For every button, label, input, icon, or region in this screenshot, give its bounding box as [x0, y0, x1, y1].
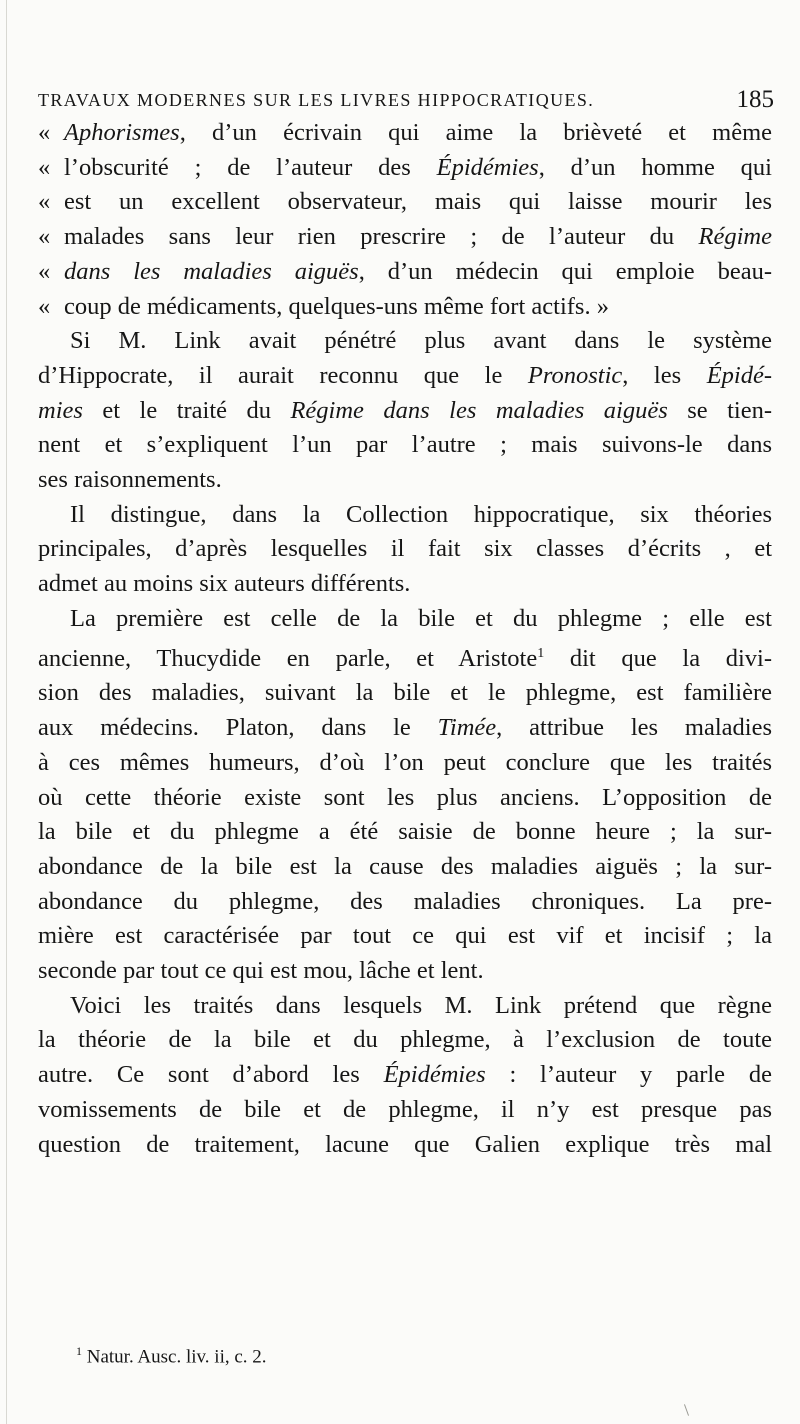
footnote-ref: 1	[537, 645, 545, 661]
text-segment: , les	[622, 361, 707, 389]
text-line	[38, 919, 772, 954]
italic-title: Aphorismes	[64, 119, 180, 146]
text-line	[38, 885, 772, 920]
quote-mark: «	[38, 257, 51, 285]
text-segment: ancienne, Thucydide en parle, et Aristote	[38, 644, 538, 672]
text-segment: est un excellent observateur, mais qui laisse mourir les	[64, 188, 772, 216]
text-segment: , attribue les maladies	[496, 714, 772, 742]
text-line	[38, 781, 772, 816]
italic-title: Timée	[437, 714, 497, 742]
text-segment: abondance de la bile est la cause des maladies aiguës ; la sur-	[38, 852, 772, 880]
page-number: 185	[736, 86, 774, 113]
text-segment: : l’auteur y parle de	[485, 1061, 772, 1089]
running-head: TRAVAUX MODERNES SUR LES LIVRES HIPPOCRATIQUES.	[38, 90, 595, 110]
text-line	[38, 498, 772, 533]
footnote-text: Natur. Ausc. liv. ii, c. 2.	[82, 1346, 267, 1368]
text-line	[38, 850, 772, 885]
text-line	[38, 676, 772, 711]
text-line	[38, 428, 772, 463]
text-line	[38, 1058, 772, 1093]
text-segment: dit que la divi-	[544, 644, 772, 672]
text-line	[38, 151, 772, 186]
text-segment: , d’un écrivain qui aime la brièveté et même	[179, 119, 772, 146]
text-segment: Si M. Link avait pénétré plus avant dans le système	[70, 327, 772, 355]
footnote	[76, 1344, 267, 1368]
text-line	[38, 116, 772, 151]
quote-mark: «	[38, 119, 51, 146]
text-segment: et le traité du	[82, 396, 291, 424]
text-line	[38, 185, 772, 220]
stray-mark	[684, 1404, 689, 1416]
text-line	[38, 602, 772, 637]
text-line	[38, 954, 772, 989]
italic-title: Épidémies	[436, 153, 539, 181]
text-segment: à ces mêmes humeurs, d’où l’on peut conclure que les traités	[38, 748, 772, 776]
text-segment: Il distingue, dans la Collection hippocratique, six théories	[70, 500, 772, 528]
text-segment: vomissements de bile et de phlegme, il n’y est presque pas	[38, 1095, 772, 1123]
text-line	[38, 1128, 772, 1163]
quote-mark: «	[38, 153, 51, 181]
text-segment: La première est celle de la bile et du phlegme ; elle est	[70, 604, 772, 632]
text-line	[38, 220, 772, 255]
italic-title: dans les maladies aiguës	[64, 257, 359, 285]
text-line	[38, 637, 772, 677]
italic-title: Épidémies	[383, 1061, 486, 1089]
italic-title: Pronostic	[527, 361, 623, 389]
text-segment: où cette théorie existe sont les plus anciens. L’opposition de	[38, 783, 772, 811]
text-line	[38, 324, 772, 359]
text-segment: , d’un homme qui	[538, 153, 772, 181]
body-text	[38, 116, 772, 1162]
quote-mark: «	[38, 188, 51, 216]
quote-mark: «	[38, 223, 51, 251]
italic-title: Épidé-	[706, 361, 772, 389]
text-line	[38, 463, 772, 498]
text-segment: admet au moins six auteurs différents.	[38, 570, 411, 598]
text-segment: se tien-	[667, 396, 772, 424]
text-segment: autre. Ce sont d’abord les	[38, 1061, 384, 1089]
text-line	[38, 1093, 772, 1128]
text-line	[38, 815, 772, 850]
text-line	[38, 711, 772, 746]
page-edge-line	[6, 0, 7, 1424]
italic-title: Régime	[698, 223, 772, 251]
text-segment: la bile et du phlegme a été saisie de bonne heure ; la sur-	[38, 818, 772, 846]
text-line	[38, 394, 772, 429]
text-segment: sion des maladies, suivant la bile et le phlegme, est familière	[38, 679, 772, 707]
text-line	[38, 746, 772, 781]
page-header	[38, 86, 774, 116]
text-segment: mière est caractérisée par tout ce qui est vif et incisif ; la	[38, 922, 772, 950]
text-line	[38, 989, 772, 1024]
italic-title: mies	[38, 396, 83, 424]
text-segment: principales, d’après lesquelles il fait six classes d’écrits , et	[38, 535, 772, 563]
text-segment: la théorie de la bile et du phlegme, à l’exclusion de toute	[38, 1026, 772, 1054]
text-line	[38, 567, 772, 602]
text-segment: aux médecins. Platon, dans le	[38, 714, 438, 742]
italic-title: Régime dans les maladies aiguës	[290, 396, 668, 424]
text-segment: , d’un médecin qui emploie beau-	[358, 257, 773, 285]
text-segment: abondance du phlegme, des maladies chroniques. La pre-	[38, 887, 772, 915]
text-segment: coup de médicaments, quelques-uns même fort actifs. »	[64, 292, 609, 320]
text-line	[38, 359, 772, 394]
text-line	[38, 532, 772, 567]
text-line	[38, 1023, 772, 1058]
text-line	[38, 290, 772, 325]
text-segment: d’Hippocrate, il aurait reconnu que le	[38, 361, 528, 389]
text-segment: l’obscurité ; de l’auteur des	[64, 153, 437, 181]
footnote-marker: 1	[76, 1344, 82, 1358]
text-segment: Voici les traités dans lesquels M. Link prétend que règne	[70, 991, 772, 1019]
text-segment: malades sans leur rien prescrire ; de l’auteur du	[64, 223, 699, 251]
text-segment: seconde par tout ce qui est mou, lâche et lent.	[38, 957, 484, 985]
text-segment: nent et s’expliquent l’un par l’autre ; mais suivons-le dans	[38, 431, 772, 459]
text-line	[38, 255, 772, 290]
quote-mark: «	[38, 292, 51, 320]
text-segment: question de traitement, lacune que Galien explique très mal	[38, 1130, 772, 1158]
text-segment: ses raisonnements.	[38, 466, 222, 494]
